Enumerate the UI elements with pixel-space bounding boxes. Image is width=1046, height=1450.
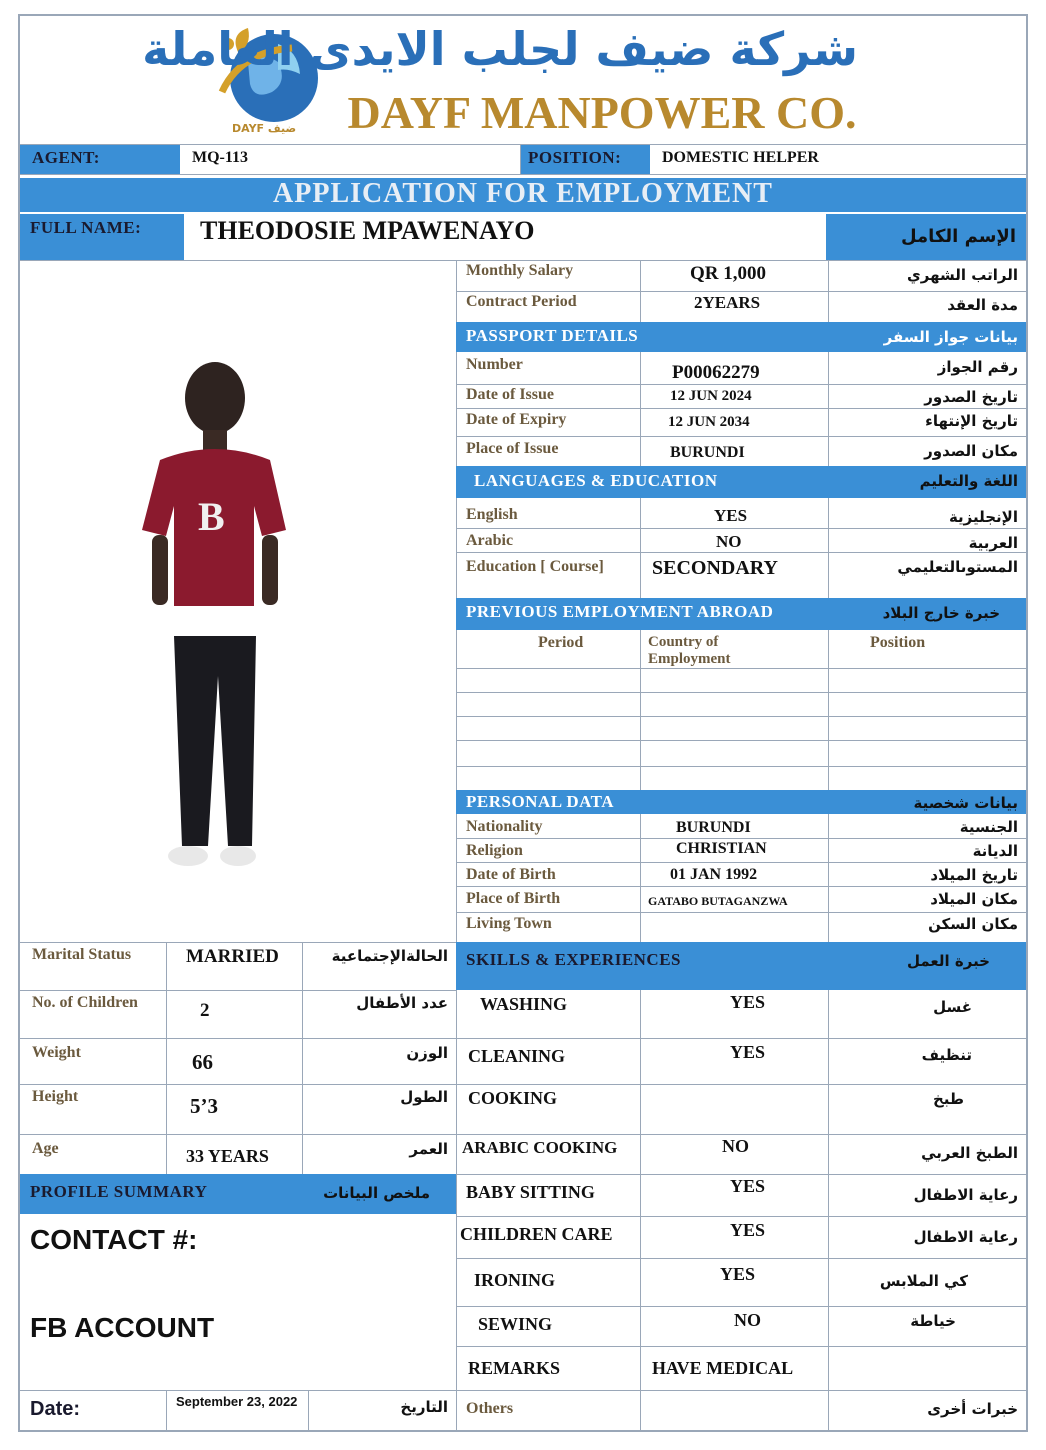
profile-summary-arabic: ملخص البيانات <box>323 1184 430 1202</box>
place-of-issue-arabic: مكان الصدور <box>924 442 1018 460</box>
skill-washing-label: WASHING <box>480 994 568 1014</box>
full-name-arabic: الإسم الكامل <box>900 226 1016 247</box>
marital-status-arabic: الحالةالإجتماعية <box>331 947 448 965</box>
skills-section-arabic: خبرة العمل <box>906 952 990 970</box>
skill-ironing-arabic: كي الملابس <box>879 1272 968 1290</box>
contract-period-arabic: مدة العقد <box>947 296 1018 314</box>
others-arabic: خبرات أخرى <box>927 1400 1018 1418</box>
position-value: DOMESTIC HELPER <box>662 149 819 166</box>
passport-number-arabic: رقم الجواز <box>937 358 1018 376</box>
skill-arabic-cooking-label: ARABIC COOKING <box>462 1138 618 1157</box>
marital-status-label: Marital Status <box>32 946 132 963</box>
passport-section-title: PASSPORT DETAILS <box>466 326 639 345</box>
skill-children-care-arabic: رعاية الاطفال <box>913 1228 1018 1246</box>
date-label: Date: <box>30 1398 81 1420</box>
weight-arabic: الوزن <box>406 1044 448 1062</box>
date-of-expiry-label: Date of Expiry <box>466 411 567 428</box>
agent-value: MQ-113 <box>192 149 248 166</box>
contact-label: CONTACT #: <box>30 1224 198 1255</box>
contract-period-label: Contract Period <box>466 293 577 310</box>
company-arabic-name: شركة ضيف لجلب الايدى العاملة <box>142 22 858 76</box>
religion-label: Religion <box>466 842 523 859</box>
monthly-salary-arabic: الراتب الشهري <box>907 266 1018 284</box>
date-of-expiry-value: 12 JUN 2034 <box>668 414 750 430</box>
company-english-name: DAYF MANPOWER CO. <box>347 87 857 138</box>
children-arabic: عدد الأطفال <box>356 994 448 1012</box>
date-of-issue-label: Date of Issue <box>466 386 554 403</box>
contract-period-value: 2YEARS <box>694 293 761 312</box>
application-form <box>18 14 1028 1432</box>
personal-data-arabic: بيانات شخصية <box>913 794 1018 812</box>
passport-number-value: P00062279 <box>672 362 760 383</box>
skill-baby-sitting-label: BABY SITTING <box>466 1182 595 1202</box>
place-of-issue-value: BURUNDI <box>670 444 745 461</box>
age-label: Age <box>32 1140 59 1157</box>
skill-sewing-label: SEWING <box>478 1314 553 1334</box>
col-position: Position <box>870 634 926 651</box>
skill-arabic-cooking-arabic: الطبخ العربي <box>921 1144 1018 1162</box>
living-town-arabic: مكان السكن <box>928 915 1018 933</box>
height-value: 5’3 <box>190 1094 218 1118</box>
english-arabic: الإنجليزية <box>948 508 1018 526</box>
profile-summary-title: PROFILE SUMMARY <box>30 1182 208 1201</box>
skill-washing-arabic: غسل <box>933 998 972 1016</box>
height-label: Height <box>32 1088 79 1105</box>
nationality-arabic: الجنسية <box>959 818 1018 836</box>
skill-sewing-arabic: خياطة <box>910 1312 956 1330</box>
skill-cleaning-value: YES <box>730 1042 766 1062</box>
place-of-birth-arabic: مكان الميلاد <box>930 890 1018 908</box>
position-label: POSITION: <box>528 148 622 167</box>
english-label: English <box>466 506 518 523</box>
skill-ironing-label: IRONING <box>474 1270 556 1290</box>
languages-section-title: LANGUAGES & EDUCATION <box>474 471 718 490</box>
skill-baby-sitting-arabic: رعاية الاطفال <box>913 1186 1018 1204</box>
date-of-birth-value: 01 JAN 1992 <box>670 866 758 883</box>
education-label: Education [ Course] <box>466 558 604 575</box>
date-of-issue-value: 12 JUN 2024 <box>670 388 752 404</box>
arabic-arabic: العربية <box>968 534 1018 552</box>
marital-status-value: MARRIED <box>186 946 279 967</box>
logo-text: DAYF ضيف <box>232 122 297 135</box>
arabic-value: NO <box>716 532 742 551</box>
date-of-birth-label: Date of Birth <box>466 866 556 883</box>
remarks-value: HAVE MEDICAL <box>652 1358 794 1378</box>
skill-ironing-value: YES <box>720 1264 756 1284</box>
arabic-label: Arabic <box>466 532 514 549</box>
col-country: Country of Employment <box>648 634 731 667</box>
shirt-logo: B <box>198 494 225 539</box>
religion-value: CHRISTIAN <box>676 840 767 857</box>
date-value: September 23, 2022 <box>176 1394 298 1409</box>
monthly-salary-label: Monthly Salary <box>466 262 574 279</box>
passport-section-arabic: بيانات جواز السفر <box>883 328 1018 346</box>
skill-cleaning-label: CLEANING <box>468 1046 566 1066</box>
nationality-label: Nationality <box>466 818 543 835</box>
date-of-issue-arabic: تاريخ الصدور <box>924 388 1018 406</box>
col-period: Period <box>538 634 584 651</box>
passport-number-label: Number <box>466 356 523 373</box>
skill-cooking-arabic: طبخ <box>932 1090 964 1108</box>
skills-section-title: SKILLS & EXPERIENCES <box>466 950 682 969</box>
date-of-birth-arabic: تاريخ الميلاد <box>930 866 1018 884</box>
education-arabic: المستوىالتعليمي <box>897 558 1018 576</box>
weight-label: Weight <box>32 1044 81 1061</box>
monthly-salary-value: QR 1,000 <box>690 263 766 284</box>
languages-section-arabic: اللغة والتعليم <box>919 472 1018 490</box>
place-of-issue-label: Place of Issue <box>466 440 559 457</box>
skill-baby-sitting-value: YES <box>730 1176 766 1196</box>
age-value: 33 YEARS <box>186 1146 269 1166</box>
personal-data-title: PERSONAL DATA <box>466 792 615 811</box>
skill-arabic-cooking-value: NO <box>722 1136 749 1156</box>
skill-cooking-label: COOKING <box>468 1088 558 1108</box>
previous-employment-arabic: خبرة خارج البلاد <box>882 604 1000 622</box>
applicant-photo <box>140 360 310 880</box>
weight-value: 66 <box>192 1050 213 1074</box>
full-name-label: FULL NAME: <box>30 218 142 237</box>
skill-sewing-value: NO <box>734 1310 761 1330</box>
skill-washing-value: YES <box>730 992 766 1012</box>
children-label: No. of Children <box>32 994 138 1011</box>
others-label: Others <box>466 1400 514 1417</box>
previous-employment-title: PREVIOUS EMPLOYMENT ABROAD <box>466 602 774 621</box>
place-of-birth-value: GATABO BUTAGANZWA <box>648 894 788 908</box>
remarks-label: REMARKS <box>468 1358 561 1378</box>
english-value: YES <box>714 506 748 525</box>
living-town-label: Living Town <box>466 915 552 932</box>
height-arabic: الطول <box>400 1088 448 1106</box>
nationality-value: BURUNDI <box>676 819 751 836</box>
fb-account-label: FB ACCOUNT <box>30 1312 215 1343</box>
place-of-birth-label: Place of Birth <box>466 890 561 907</box>
children-value: 2 <box>200 1000 210 1021</box>
religion-arabic: الديانة <box>972 842 1018 860</box>
skill-cleaning-arabic: تنظيف <box>921 1046 972 1064</box>
full-name-value: THEODOSIE MPAWENAYO <box>200 216 535 245</box>
agent-label: AGENT: <box>32 148 100 167</box>
date-arabic: التاريخ <box>400 1398 448 1416</box>
date-of-expiry-arabic: تاريخ الإنتهاء <box>925 412 1018 430</box>
form-title: APPLICATION FOR EMPLOYMENT <box>273 178 773 209</box>
skill-children-care-value: YES <box>730 1220 766 1240</box>
education-value: SECONDARY <box>652 557 778 579</box>
age-arabic: العمر <box>409 1140 448 1158</box>
skill-children-care-label: CHILDREN CARE <box>460 1224 613 1244</box>
